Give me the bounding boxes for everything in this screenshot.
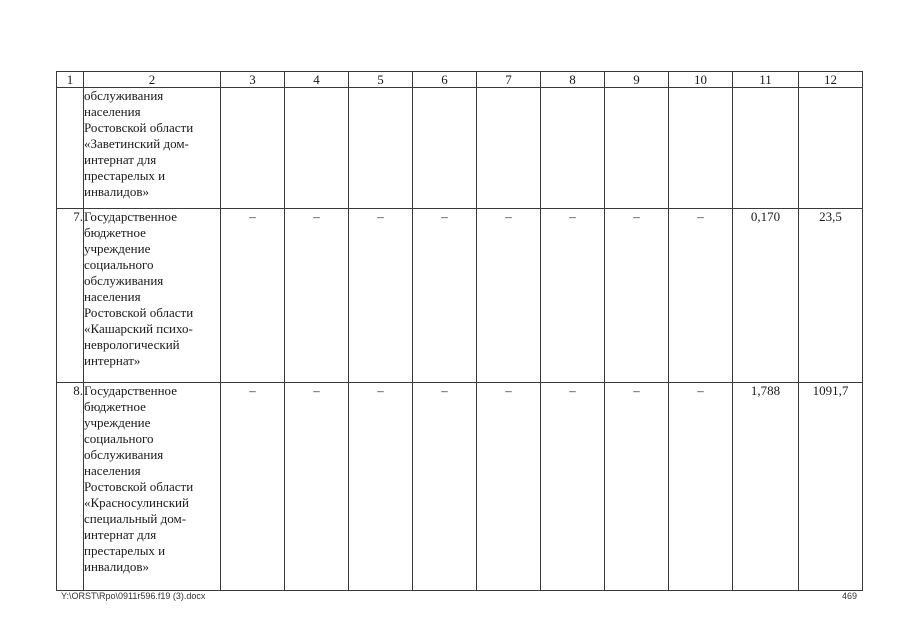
table-row (57, 209, 863, 383)
value-cell: 1,788 (733, 383, 799, 591)
value-cell: 23,5 (799, 209, 863, 383)
value-cell: – (285, 209, 349, 383)
table-row (57, 88, 863, 209)
value-cell: – (221, 209, 285, 383)
col-header: 12 (799, 72, 863, 88)
value-cell (413, 88, 477, 209)
value-cell: – (605, 383, 669, 591)
value-cell: – (477, 383, 541, 591)
value-cell: – (669, 383, 733, 591)
value-cell: – (413, 209, 477, 383)
institution-name: Государственное бюджетное учреждение социального обслуживания населения Ростовской области «Кашарский психо- неврологический интернат» (84, 209, 221, 383)
col-header: 9 (605, 72, 669, 88)
value-cell: – (477, 209, 541, 383)
value-cell (285, 88, 349, 209)
value-cell: 0,170 (733, 209, 799, 383)
value-cell (799, 88, 863, 209)
data-table (56, 71, 863, 591)
value-cell: – (285, 383, 349, 591)
institution-name: Государственное бюджетное учреждение социального обслуживания населения Ростовской области «Красносулинский специальный дом- интернат для престарелых и инвалидов» (84, 383, 221, 591)
institution-name: обслуживания населения Ростовской области «Заветинский дом- интернат для престарелых и инвалидов» (84, 88, 221, 209)
value-cell (541, 88, 605, 209)
col-header: 3 (221, 72, 285, 88)
value-cell: – (413, 383, 477, 591)
footer-page-number: 469 (841, 591, 857, 601)
col-header: 5 (349, 72, 413, 88)
col-header: 8 (541, 72, 605, 88)
row-number: 7. (57, 209, 84, 383)
footer-file-path: Y:\ORST\Rpo\0911r596.f19 (3).docx (61, 591, 206, 601)
header-row (57, 72, 863, 88)
value-cell: – (221, 383, 285, 591)
col-header: 7 (477, 72, 541, 88)
value-cell (605, 88, 669, 209)
value-cell: – (605, 209, 669, 383)
value-cell: – (541, 383, 605, 591)
row-number (57, 88, 84, 209)
value-cell: – (349, 383, 413, 591)
value-cell (477, 88, 541, 209)
value-cell (669, 88, 733, 209)
value-cell (349, 88, 413, 209)
col-header: 4 (285, 72, 349, 88)
row-number: 8. (57, 383, 84, 591)
table-row (57, 383, 863, 591)
value-cell: – (541, 209, 605, 383)
col-header: 6 (413, 72, 477, 88)
col-header: 11 (733, 72, 799, 88)
value-cell: – (669, 209, 733, 383)
value-cell (221, 88, 285, 209)
col-header: 2 (84, 72, 221, 88)
col-header: 10 (669, 72, 733, 88)
value-cell (733, 88, 799, 209)
value-cell: 1091,7 (799, 383, 863, 591)
value-cell: – (349, 209, 413, 383)
col-header: 1 (57, 72, 84, 88)
